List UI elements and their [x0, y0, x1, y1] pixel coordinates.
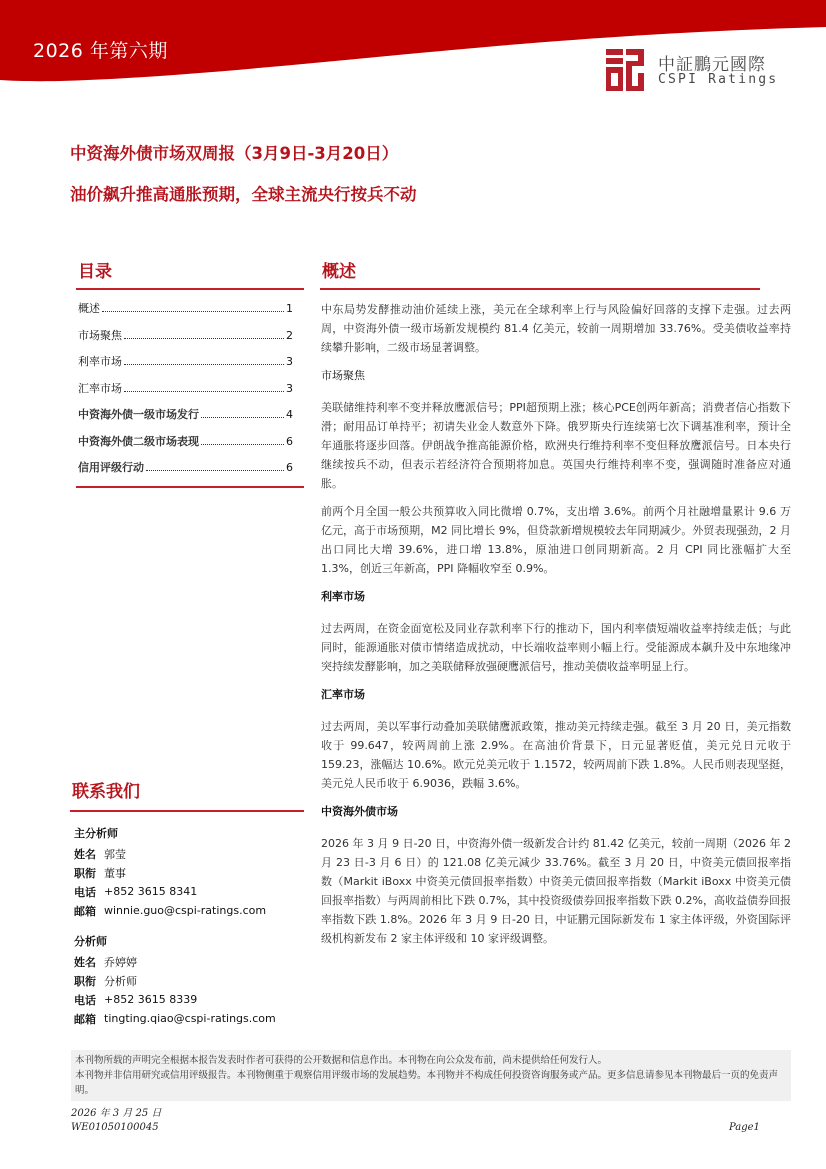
toc-item-page: 6: [286, 461, 293, 474]
section-heading-rates-market: 利率市场: [321, 590, 365, 603]
toc-leader: [201, 417, 284, 418]
section-heading-fx-market: 汇率市场: [321, 688, 365, 701]
analyst-name: 郭莹: [104, 847, 126, 861]
phone-label: 电话: [74, 993, 96, 1007]
toc-bottom-divider: [76, 486, 304, 488]
toc-item-label: 中资海外债一级市场发行: [78, 408, 199, 421]
toc-item-label: 市场聚焦: [78, 328, 122, 342]
toc-item-overview[interactable]: [78, 300, 293, 327]
contact-divider: [70, 810, 304, 812]
analyst-role: 主分析师: [74, 827, 118, 840]
cspi-logo-icon: [606, 49, 646, 91]
analyst-email-link[interactable]: tingting.qiao@cspi-ratings.com: [104, 1012, 276, 1025]
toc-item-market-focus[interactable]: [78, 327, 293, 354]
logo-name-cn: 中証鵬元國際: [658, 55, 766, 75]
logo-name-en: CSPI Ratings: [658, 72, 779, 87]
toc-leader: [146, 470, 284, 471]
analyst-card: [74, 933, 276, 1028]
analyst-name: 乔婷婷: [104, 955, 137, 969]
toc-leader: [124, 391, 284, 392]
fx-market-paragraph: 过去两周，美以军事行动叠加美联储鹰派政策，推动美元持续走强。截至 3 月 20 日，美元指数收于 99.647，较两周前上涨 2.9%。在高油价背景下，日元显著贬值，美元兑日元收于 159.23，涨幅达 10.6%。欧元兑美元收于 1.1572，较两周前下跌 1.8%。人民币则表现坚挺，美元兑人民币收于 6.9036，跌幅 3.6%。: [321, 720, 791, 790]
report-title: 中资海外债市场双周报（3月9日-3月20日）: [70, 144, 399, 163]
toc-item-label: 汇率市场: [78, 381, 122, 395]
company-logo: [604, 47, 784, 93]
title-label: 职衔: [74, 866, 96, 880]
section-heading-offshore-bond-market: 中资海外债市场: [321, 805, 398, 818]
page-number: Page1: [729, 1122, 760, 1133]
toc-item-label: 利率市场: [78, 355, 122, 368]
name-label: 姓名: [74, 847, 96, 861]
phone-label: 电话: [74, 885, 96, 899]
email-label: 邮箱: [74, 904, 96, 918]
toc-item-rates-market[interactable]: [78, 353, 293, 380]
lead-analyst-card: [74, 825, 266, 920]
overview-divider: [320, 288, 760, 290]
toc-item-rating-actions[interactable]: [78, 459, 293, 486]
disclaimer-line: 本刊物并非信用研究或信用评级报告。本刊物侧重于观察信用评级市场的发展趋势。本刊物并不构成任何投资咨询服务或产品。更多信息请参见本刊物最后一页的免责声明。: [75, 1070, 779, 1096]
toc-heading: 目录: [78, 262, 112, 282]
analyst-title: 董事: [104, 866, 126, 880]
analyst-role: 分析师: [74, 935, 107, 948]
toc-item-fx-market[interactable]: [78, 380, 293, 407]
analyst-email-link[interactable]: winnie.guo@cspi-ratings.com: [104, 904, 267, 917]
market-focus-paragraph: 美联储维持利率不变并释放鹰派信号；PPI超预期上涨；核心PCE创两年新高；消费者信心指数下滑；耐用品订单持平；初请失业金人数意外下降。俄罗斯央行连续第七次下调基准利率，预计全年通胀将逐步回落。伊朗战争推高能源价格，欧洲央行维持利率不变但释放鹰派信号。日本央行继续按兵不动，但表示若经济符合预期将加息。英国央行维持利率不变，强调随时准备应对通胀。: [321, 401, 791, 490]
disclaimer-box: [71, 1050, 791, 1101]
overview-intro: 中东局势发酵推动油价延续上涨，美元在全球利率上行与风险偏好回落的支撑下走强。过去两周，中资海外债一级市场新发规模约 81.4 亿美元，较前一周期增加 33.76%。受美债收益率持续攀升影响，二级市场显著调整。: [321, 303, 791, 354]
toc-item-label: 中资海外债二级市场表现: [78, 434, 199, 448]
toc-leader: [102, 311, 284, 312]
table-of-contents: [78, 300, 293, 486]
email-label: 邮箱: [74, 1012, 96, 1026]
report-subtitle: 油价飙升推高通胀预期，全球主流央行按兵不动: [70, 185, 417, 204]
market-focus-paragraph: 前两个月全国一般公共预算收入同比微增 0.7%，支出增 3.6%。前两个月社融增量累计 9.6 万亿元，高于市场预期，M2 同比增长 9%，但贷款新增规模较去年同期减少。外贸表现强劲，2 月出口同比大增 39.6%，进口增 13.8%，原油进口创同期新高。2 月 CPI 同比涨幅扩大至 1.3%，创近三年新高，PPI 降幅收窄至 0.9%。: [321, 505, 791, 575]
rates-market-paragraph: 过去两周，在资金面宽松及同业存款利率下行的推动下，国内利率债短端收益率持续走低；与此同时，能源通胀对债市情绪造成扰动，中长端收益率则小幅上行。受能源成本飙升及中东地缘冲突持续发酵影响，加之美联储释放强硬鹰派信号，推动美债收益率明显上行。: [321, 622, 791, 673]
toc-item-label: 概述: [78, 302, 100, 315]
toc-item-primary-issuance[interactable]: [78, 406, 293, 433]
toc-item-secondary-performance[interactable]: [78, 433, 293, 460]
analyst-phone[interactable]: +852 3615 8339: [104, 993, 198, 1006]
toc-leader: [124, 338, 284, 339]
toc-item-page: 2: [286, 328, 293, 342]
analyst-phone[interactable]: +852 3615 8341: [104, 885, 198, 898]
name-label: 姓名: [74, 955, 96, 969]
toc-item-label: 信用评级行动: [78, 461, 144, 474]
toc-item-page: 1: [286, 302, 293, 315]
offshore-bond-paragraph: 2026 年 3 月 9 日-20 日，中资海外债一级新发合计约 81.42 亿美元，较前一周期（2026 年 2 月 23 日-3 月 6 日）的 121.08 亿美元减少 33.76%。截至 3 月 20 日，中资美元债回报率指数（Markit iBoxx 中资美元债回报率指数）中资美元债回报率指数（Markit iBoxx 中资美元债回报率指数）与两周前相比下跌 0.7%，其中投资级债券回报率指数下跌 0.2%，高收益债券回报率指数下跌 1.8%。2026 年 3 月 9 日-20 日，中证鹏元国际新发布 1 家主体评级，外资国际评级机构新发布 2 家主体评级和 10 家评级调整。: [321, 837, 791, 945]
section-heading-market-focus: 市场聚焦: [321, 369, 365, 382]
toc-item-page: 3: [286, 381, 293, 395]
issue-title: 2026 年第六期: [33, 40, 168, 62]
overview-heading: 概述: [322, 262, 356, 282]
analyst-title: 分析师: [104, 974, 137, 988]
toc-item-page: 6: [286, 434, 293, 448]
toc-item-page: 3: [286, 355, 293, 368]
toc-item-page: 4: [286, 408, 293, 421]
document-id: WE01050100045: [71, 1122, 159, 1133]
disclaimer-line: 本刊物所载的声明完全根据本报告发表时作者可获得的公开数据和信息作出。本刊物在向公众发布前，尚未提供给任何发行人。: [75, 1055, 608, 1066]
toc-leader: [124, 364, 284, 365]
toc-leader: [201, 444, 284, 445]
toc-divider: [76, 288, 304, 290]
contact-heading: 联系我们: [72, 782, 140, 802]
publish-date: 2026 年 3 月 25 日: [71, 1108, 162, 1119]
title-label: 职衔: [74, 974, 96, 988]
overview-body: [321, 300, 791, 957]
